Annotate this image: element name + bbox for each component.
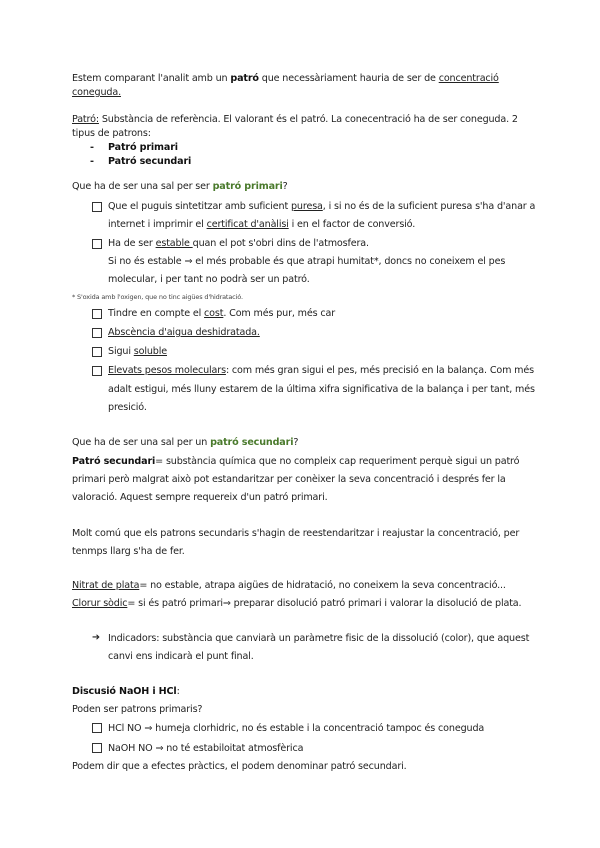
check-item-estable-line-3: molecular, i per tant no podrà ser un patró. [108,274,310,285]
intro-line-1: Estem comparant l'analit amb un patró que necessàriament hauria de ser de concentració [72,73,499,84]
patro-definition-line-1: Patró: Substància de referència. El valorant és el patró. La conecentració ha de ser coneguda. 2 [72,114,518,125]
secundari-def-line-3: valoració. Aquest sempre requereix d'un patró primari. [72,492,328,503]
checkbox[interactable] [92,743,102,753]
highlight-patro-secundari: patró secundari [210,437,294,448]
check-item-estable: Ha de ser estable quan el pot s'obri dins de l'atmosfera. [108,238,369,249]
checkbox[interactable] [92,723,102,733]
patro-label: Patró: [72,114,99,125]
checkbox[interactable] [92,366,102,376]
intro-line-2: coneguda. [72,87,121,98]
arrow-icon: ➔ [92,632,100,643]
check-item-pesos-line-2: adalt estigui, més lluny estarem de la última xifra significativa de la balança i per tant, més [108,384,535,395]
secundari-def-line-2: primari però malgrat això pot estandaritzar per conèixer la seva concentració i després fer la [72,474,506,485]
check-item-puresa: Que el puguis sintetitzar amb suficient puresa, i si no és de la suficient puresa s'ha d'anar a [108,201,536,212]
check-item-pesos: Elevats pesos moleculars: com més gran sigui el pes, més precisió en la balança. Com més [108,365,534,376]
check-item-pesos-line-3: presició. [108,402,147,413]
patro-definition-line-2: tipus de patrons: [72,128,151,139]
footnote: * S'oxida amb l'oxigen, que no tinc aigües d'hidratació. [72,293,243,301]
type-primari: Patró primari [108,142,178,153]
conclusion: Podem dir que a efectes pràctics, el podem denominar patró secundari. [72,761,407,772]
bullet-dash: - [90,156,94,167]
check-item-soluble: Sigui soluble [108,346,167,357]
check-item-hcl: HCl NO ⇒ humeja clorhidric, no és estable i la concentració tampoc és coneguda [108,723,485,734]
common-line-1: Molt comú que els patrons secundaris s'hagin de reestendaritzar i reajustar la concentració, per [72,528,520,539]
checkbox[interactable] [92,328,102,338]
check-item-cost: Tindre en compte el cost. Com més pur, més car [108,308,336,319]
checkbox[interactable] [92,347,102,357]
indicadors-line-1: Indicadors: substància que canviarà un paràmetre fisic de la dissolució (color), que aquest [108,633,530,644]
highlight-patro-primari: patró primari [212,181,283,192]
clorur-line: Clorur sòdic= si és patró primari⇒ preparar disolució patró primari i valorar la disolució de plata. [72,598,522,609]
common-line-2: tenmps llarg s'ha de fer. [72,546,185,557]
checkbox[interactable] [92,202,102,212]
question-secundari: Que ha de ser una sal per un patró secundari? [72,437,299,448]
check-item-naoh: NaOH NO ⇒ no té estabiloitat atmosfèrica [108,743,304,754]
check-item-aigua: Abscència d'aigua deshidratada. [108,327,260,338]
bullet-dash: - [90,142,94,153]
discussio-heading: Discusió NaOH i HCl: [72,686,180,697]
question-primari: Que ha de ser una sal per ser patró primari? [72,181,288,192]
checkbox[interactable] [92,309,102,319]
patro-bold: patró [230,73,259,84]
indicadors-line-2: canvi ens indicarà el punt final. [108,651,254,662]
type-secundari: Patró secundari [108,156,192,167]
question-primaris: Poden ser patrons primaris? [72,704,203,715]
checkbox[interactable] [92,239,102,249]
check-item-estable-line-2: Si no és estable ⇒ el més probable és que atrapi humitat*, doncs no coneixem el pes [108,256,506,267]
check-item-puresa-cont: internet i imprimir el certificat d'anàlisi i en el factor de conversió. [108,219,416,230]
concentracio-underlined: concentració [438,73,499,84]
secundari-def-line-1: Patró secundari= substància química que no compleix cap requeriment perquè sigui un patró [72,456,520,467]
nitrat-line: Nitrat de plata= no estable, atrapa aigües de hidratació, no coneixem la seva concentració... [72,580,506,591]
